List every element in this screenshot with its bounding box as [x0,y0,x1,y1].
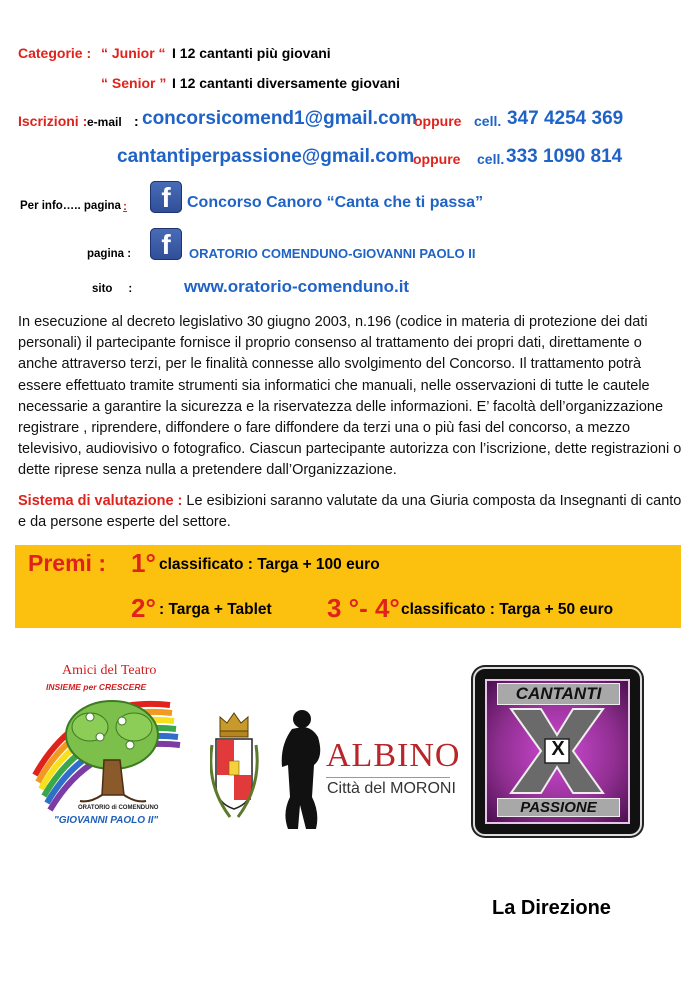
privacy-paragraph: In esecuzione al decreto legislativo 30 giugno 2003, n.196 (codice in materia di protezione dei dati personali) il partecipante fornisce il proprio consenso al trattamento dei propri dati, direttamente o anche attraverso terzi, per le finalità connesse allo svolgimento del Concorso. Il trattamento potrà essere effettuato tramite strumenti sia informatici che manuali, nelle osservazioni di tutte le cautele necessarie a garantire la sicurezza e la riservatezza delle informazioni. E’ facoltà dell’organizzazione registrare , riprendere, diffondere o fare diffondere da terzi una o più fasi del concorso, a mezzo televisivo, audiovisivo o fotografico. Ciascun partecipante autorizza con l’iscrizione, dette registrazioni o dette riprese senza nulla a pretendere dall’Organizzazione. [18,314,682,479]
facebook-glyph: f [161,229,171,260]
albino-title: ALBINO [326,737,461,774]
email2-link[interactable]: cantantiperpassione@gmail.com [117,146,415,167]
evaluation-label: Sistema di valutazione : [18,493,183,509]
email1-link[interactable]: concorsicomend1@gmail.com [142,108,418,129]
amici-small: ORATORIO di COMENDUNO [78,805,159,811]
fb-page2-link[interactable]: ORATORIO COMENDUNO-GIOVANNI PAOLO II [189,246,476,261]
albino-logo [210,705,461,835]
cell2-number: 333 1090 814 [506,146,623,167]
amici-title: Amici del Teatro [62,663,157,678]
senior-desc: I 12 cantanti diversamente giovani [172,75,400,91]
first-place: 1° [131,548,156,578]
or1-label: oppure [414,113,462,129]
third-prize-text: classificato : Targa + 50 euro [401,601,614,618]
facebook-icon[interactable] [150,181,182,213]
cantanti-bottom: PASSIONE [497,798,620,817]
amici-sub: INSIEME per CRESCERE [46,682,147,692]
evaluation-text: Le esibizioni saranno valutate da una Giuria composta da Insegnanti di canto e da persone esperte del settore. [18,493,682,531]
cell1-label: cell. [474,113,502,129]
sito-label: sito : [92,283,133,295]
pagina-label: pagina : [87,248,132,260]
cantanti-x: X [551,738,565,760]
prizes-label: Premi : [28,550,106,576]
amici-del-teatro-logo [30,655,195,835]
or2-label: oppure [413,151,461,167]
cell1-number: 347 4254 369 [507,108,624,129]
junior-name: “ Junior “ [101,45,166,61]
cantanti-passione-logo [473,667,642,836]
facebook-glyph: f [161,182,171,213]
second-prize-text: : Targa + Tablet [159,601,272,618]
albino-divider [326,777,450,778]
fb-page1-link[interactable]: Concorso Canoro “Canta che ti passa” [187,194,484,211]
categories-label: Categorie : [18,45,92,61]
signature: La Direzione [492,897,611,919]
junior-desc: I 12 cantanti più giovani [172,45,331,61]
senior-name: “ Senior ” [101,75,167,91]
per-info-label: Per info….. pagina [20,200,121,212]
registration-label: Iscrizioni : [18,113,88,129]
amici-bottom: "GIOVANNI PAOLO II" [54,815,159,826]
email-label: e-mail [87,115,122,129]
facebook-icon-2[interactable] [150,228,182,260]
website-link[interactable]: www.oratorio-comenduno.it [184,277,410,296]
third-place: 3 °- 4° [327,593,400,623]
cantanti-top: CANTANTI [497,683,620,705]
cell2-label: cell. [477,151,505,167]
email-colon: : [134,113,139,129]
first-prize-text: classificato : Targa + 100 euro [159,556,380,573]
per-info-sep: : [123,199,127,213]
second-place: 2° [131,593,156,623]
albino-sub: Città del MORONI [327,780,456,797]
evaluation-block [18,491,683,533]
